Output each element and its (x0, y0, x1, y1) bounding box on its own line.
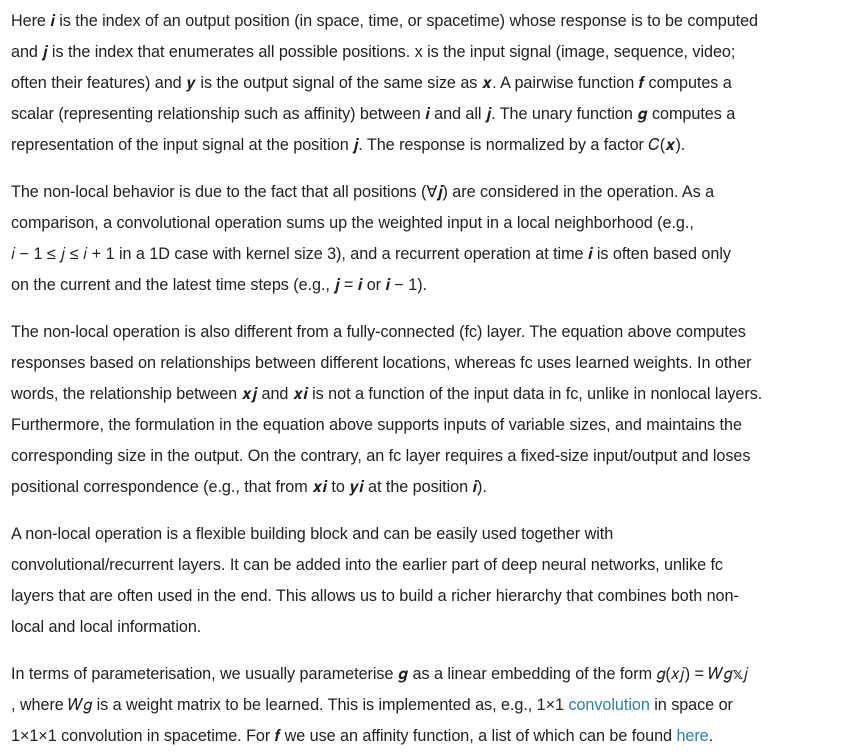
text-line (11, 690, 833, 721)
convolution-link[interactable]: convolution (568, 696, 650, 714)
text-segment: in space or (649, 696, 733, 714)
text-line: comparison, a convolutional operation sums up the weighted input in a local neighborhood (e.g., (11, 214, 694, 232)
text-line: convolutional/recurrent layers. It can be added into the earlier part of deep neural networks, unlike fc (11, 556, 723, 574)
text-line: Furthermore, the formulation in the equation above supports inputs of variable sizes, and maintains the (11, 416, 742, 434)
text-line: Here 𝒊 is the index of an output position (in space, time, or spacetime) whose response is to be computed (11, 12, 759, 30)
text-segment: , where 𝑊𝑔 is a weight matrix to be learned. This is implemented as, e.g., 1×1 (11, 696, 569, 714)
here-link[interactable]: here (676, 727, 709, 745)
text-line (11, 721, 833, 752)
text-line: responses based on relationships between different locations, whereas fc uses learned weights. In other (11, 354, 752, 372)
paragraph-building-block (11, 519, 833, 643)
text-line: corresponding size in the output. On the contrary, an fc layer requires a fixed-size input/output and loses (11, 447, 751, 465)
text-line: words, the relationship between 𝒙𝒋 and 𝒙𝒊 is not a function of the input data in fc, unlike in nonlocal layers. (11, 385, 763, 403)
text-segment: . (708, 727, 714, 745)
text-line: positional correspondence (e.g., that from 𝒙𝒊 to 𝒚𝒊 at the position 𝒊). (11, 478, 487, 496)
text-line: layers that are often used in the end. This allows us to build a richer hierarchy that combines both non- (11, 587, 739, 605)
text-line: In terms of parameterisation, we usually parameterise 𝒈 as a linear embedding of the form 𝑔(𝑥𝑗) = 𝑊𝑔𝕩𝑗 (11, 665, 749, 683)
text-line: A non-local operation is a flexible building block and can be easily used together with (11, 525, 614, 543)
text-line: and 𝒋 is the index that enumerates all possible positions. x is the input signal (image, sequence, video; (11, 43, 736, 61)
paragraph-indices-definition (11, 6, 833, 161)
paragraph-parameterisation (11, 659, 833, 752)
paragraph-non-local-behavior (11, 177, 833, 301)
text-line: often their features) and 𝒚 is the output signal of the same size as 𝒙. A pairwise function 𝒇 computes a (11, 74, 732, 92)
text-segment: 1×1×1 convolution in spacetime. For 𝒇 we use an affinity function, a list of which can be found (11, 727, 677, 745)
paragraph-fc-comparison (11, 317, 833, 503)
text-line: local and local information. (11, 618, 202, 636)
text-line: 𝑖 − 1 ≤ 𝑗 ≤ 𝑖 + 1 in a 1D case with kernel size 3), and a recurrent operation at time 𝒊 is often based only (11, 245, 731, 263)
text-line: scalar (representing relationship such as affinity) between 𝒊 and all 𝒋. The unary function 𝒈 computes a (11, 105, 736, 123)
text-line: The non-local operation is also different from a fully-connected (fc) layer. The equation above computes (11, 323, 746, 341)
text-line: on the current and the latest time steps (e.g., 𝒋 = 𝒊 or 𝒊 − 1). (11, 276, 427, 294)
text-line: The non-local behavior is due to the fact that all positions (∀𝒋) are considered in the operation. As a (11, 183, 715, 201)
text-line: representation of the input signal at the position 𝒋. The response is normalized by a factor 𝐶(𝒙). (11, 136, 686, 154)
